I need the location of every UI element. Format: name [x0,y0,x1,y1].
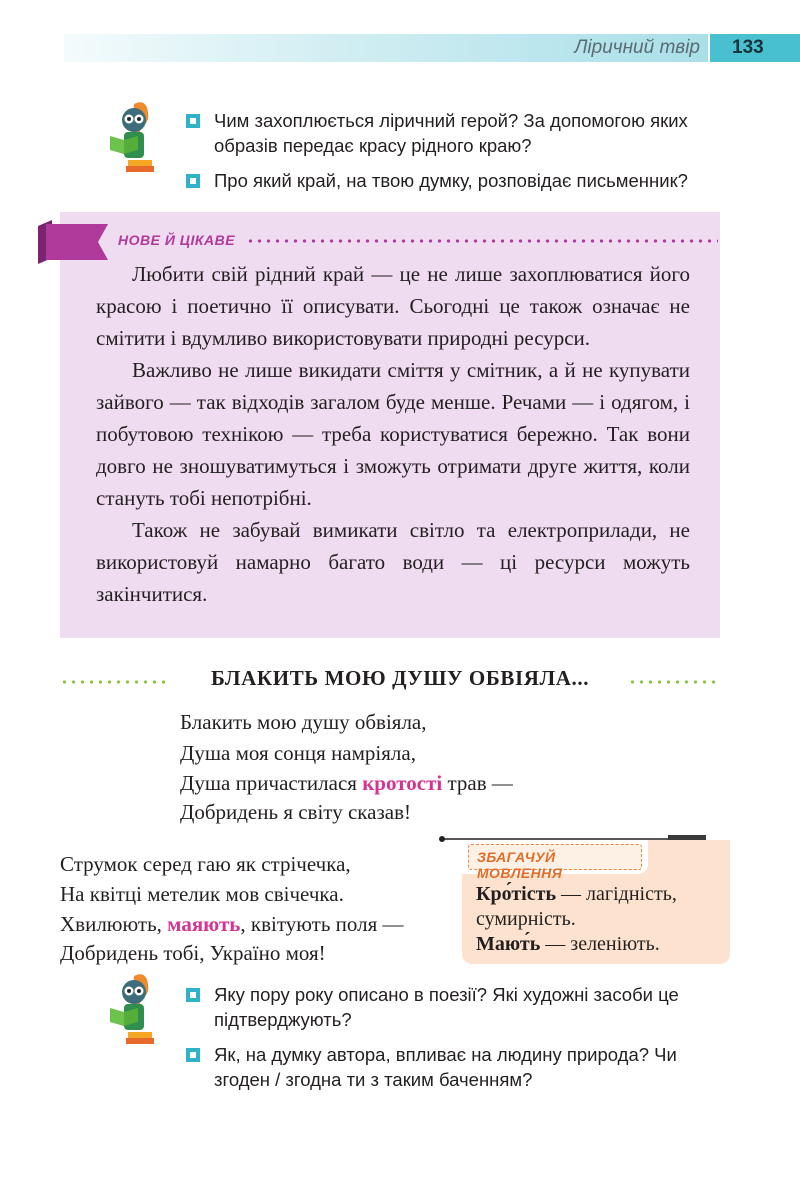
question-text: Про який край, на твою думку, розповідає письменник? [214,170,688,191]
dotted-divider [246,239,718,243]
square-bullet-icon [186,1048,200,1062]
vocabulary-tag [462,840,648,881]
poem-line: Блакить мою душу обвіяла, [180,710,427,734]
poem-line [180,767,513,799]
info-box-label: НОВЕ Й ЦІКАВЕ [118,232,236,248]
vocab-word: Мают́ь [476,933,541,955]
vocab-word: Кро́тість [476,883,557,905]
info-text [96,258,690,610]
question-item [186,168,726,193]
question-item [186,108,726,158]
question-text: Чим захоплюється ліричний герой? За допомогою яких образів передає красу рідного краю? [214,110,688,156]
vocab-entry: сумирність. [476,908,576,930]
square-bullet-icon [186,174,200,188]
questions-top-list [186,108,726,203]
info-paragraph: Також не забувай вимикати світло та електроприлади, не використовуй намарно багато води — ці ресурси можуть закінчитися. [96,518,690,606]
question-item [186,1042,726,1092]
poem-line [60,908,404,940]
highlighted-word: кротості [362,771,443,795]
question-text: Як, на думку автора, впливає на людину природа? Чи згоден / згодна ти з таким баченням? [214,1044,677,1090]
poem-line: Добридень тобі, Україно моя! [60,941,326,965]
vocab-definition: — зеленіють. [540,933,660,955]
reading-robot-mascot-icon [100,96,160,176]
poem-line: Душа моя сонця намріяла, [180,741,416,765]
running-header [64,34,708,62]
info-paragraph: Важливо не лише викидати сміття у смітник, а й не купувати зайвого — так відходів загалом буде менше. Речами — і одягом, і побутовою технікою — треба користуватися бережно. Так вони довго не зношуватимуться і зможуть отримати друге життя, коли стануть тобі непотрібні. [96,358,690,510]
info-paragraph: Любити свій рідний край — це не лише захоплюватися його красою і поетично її описувати. Сьогодні це також означає не смітити і вдумливо використовувати природні ресурси. [96,262,690,350]
poem-line: Струмок серед гаю як стрічечка, [60,852,351,876]
vocab-entry [476,880,677,908]
poem-title: БЛАКИТЬ МОЮ ДУШУ ОБВІЯЛА... [210,666,590,690]
poem-line: На квітці метелик мов свічечка. [60,882,344,906]
square-bullet-icon [186,114,200,128]
page-number: 133 [710,34,800,62]
questions-bottom-list [186,982,726,1102]
poem-text: Хвилюють, [60,912,168,936]
reading-robot-mascot-icon [100,968,160,1048]
poem-line: Добридень я світу сказав! [180,800,411,824]
highlighted-word: маяють [167,912,241,936]
square-bullet-icon [186,988,200,1002]
question-text: Яку пору року описано в поезії? Які художні засоби це підтверджують? [214,984,679,1030]
question-item [186,982,726,1032]
vocab-definition: — лагідність, [556,883,677,905]
poem-text: трав — [442,771,513,795]
section-title: Ліричний твір [574,37,700,58]
poem-text: , квітують поля — [240,912,404,936]
poem-text: Душа причастилася [180,771,363,795]
vocabulary-label: ЗБАГАЧУЙ МОВЛЕННЯ [468,844,642,870]
vocab-entry [476,930,660,958]
